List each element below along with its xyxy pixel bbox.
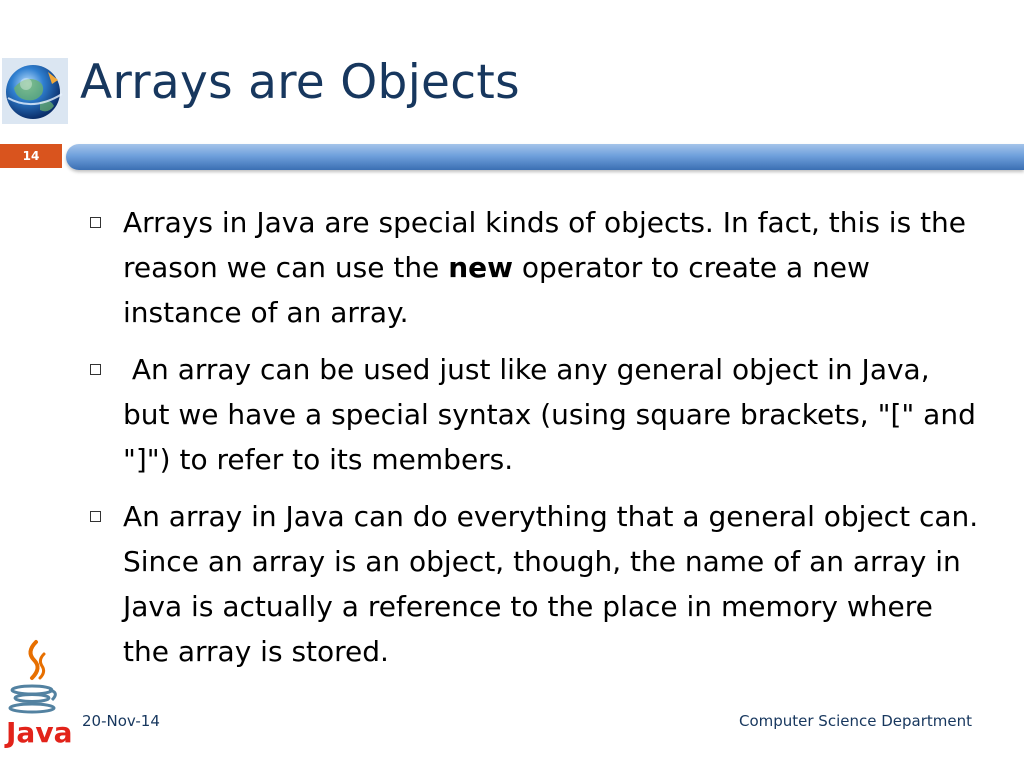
bullet-item bbox=[90, 494, 980, 674]
bullet-text: An array in Java can do everything that a general object can. Since an array is an object, though, the name of an array in Java is actually a reference to the place in memory where the array is stored. bbox=[123, 500, 979, 668]
footer-date: 20-Nov-14 bbox=[82, 712, 160, 730]
bullet-text-part: operator to create a new instance of an array. bbox=[123, 251, 870, 329]
bullet-list bbox=[90, 200, 985, 686]
java-logo bbox=[2, 640, 73, 749]
footer-department: Computer Science Department bbox=[738, 712, 972, 730]
slide-title: Arrays are Objects bbox=[80, 55, 520, 110]
java-wordmark: Java bbox=[6, 716, 73, 749]
keyword-new: new bbox=[448, 251, 513, 284]
square-bullet-icon bbox=[90, 511, 101, 522]
globe-icon bbox=[2, 58, 68, 124]
java-cup-icon bbox=[2, 640, 73, 749]
bullet-item bbox=[90, 200, 980, 335]
square-bullet-icon bbox=[90, 217, 101, 228]
square-bullet-icon bbox=[90, 364, 101, 375]
bullet-text: An array can be used just like any general object in Java, but we have a special syntax (using square brackets, "[" and "]") to refer to its members. bbox=[123, 353, 985, 476]
title-divider-bar bbox=[66, 144, 1024, 170]
bullet-item bbox=[90, 347, 985, 482]
bullet-text-part: Arrays in Java are special kinds of objects. In fact, this is the reason we can use the bbox=[123, 206, 967, 284]
slide-number: 14 bbox=[0, 144, 62, 168]
globe-logo bbox=[2, 58, 68, 124]
bullet-text bbox=[123, 206, 966, 329]
